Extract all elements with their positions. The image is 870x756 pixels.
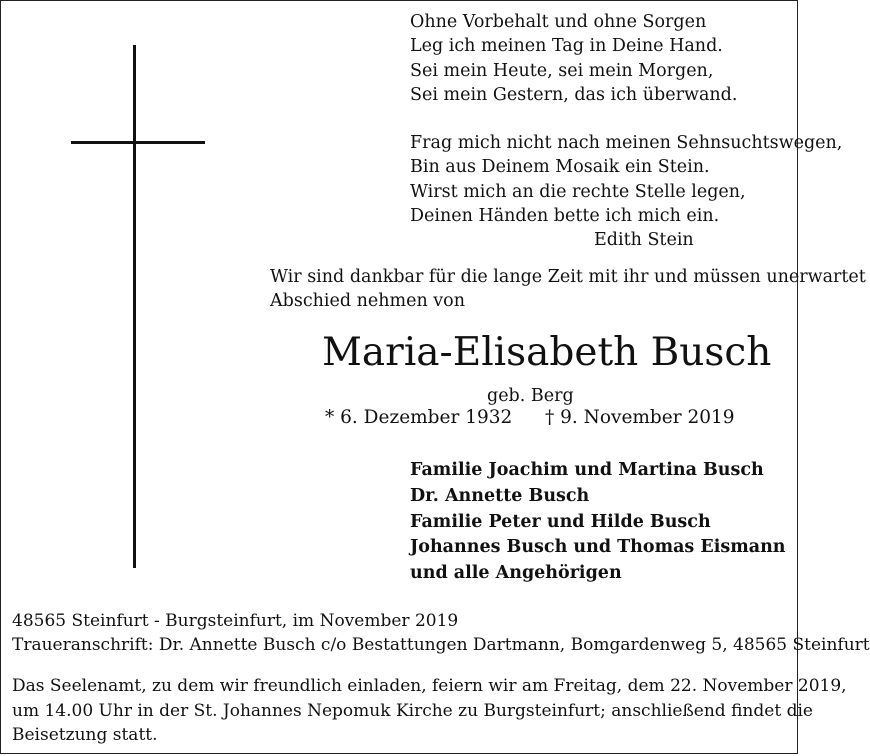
notice-line: Beisetzung statt.: [12, 725, 158, 745]
mourner-entry: und alle Angehörigen: [410, 563, 622, 584]
mourner-entry: Familie Peter und Hilde Busch: [410, 511, 711, 532]
poem-stanza-2: [410, 131, 843, 229]
notice-line: Das Seelenamt, zu dem wir freundlich einladen, feiern wir am Freitag, dem 22. November 2019,: [12, 676, 847, 696]
poem-stanza-1: [410, 10, 790, 108]
maiden-name: geb. Berg: [487, 386, 574, 406]
poem-author: Edith Stein: [594, 230, 694, 250]
mourners-list: [410, 458, 786, 587]
mourner-entry: Dr. Annette Busch: [410, 485, 590, 506]
poem-line: Sei mein Heute, sei mein Morgen,: [410, 60, 714, 81]
poem-line: Ohne Vorbehalt und ohne Sorgen: [410, 12, 707, 32]
deceased-name: Maria-Elisabeth Busch: [322, 330, 772, 375]
mourner-entry: Johannes Busch und Thomas Eismann: [410, 537, 786, 558]
notice-line: um 14.00 Uhr in der St. Johannes Nepomuk Kirche zu Burgsteinfurt; anschließend findet die: [12, 700, 813, 721]
poem-line: Deinen Händen bette ich mich ein.: [410, 206, 720, 227]
cross-horizontal-bar: [71, 141, 205, 144]
poem-line: Bin aus Deinem Mosaik ein Stein.: [410, 157, 710, 178]
intro-line: Wir sind dankbar für die lange Zeit mit ihr und müssen unerwartet: [270, 267, 866, 287]
death-date: † 9. November 2019: [545, 407, 735, 428]
poem-line: Frag mich nicht nach meinen Sehnsuchtswegen,: [410, 133, 843, 153]
poem-line: Sei mein Gestern, das ich überwand.: [410, 85, 738, 106]
intro-text: [270, 265, 866, 314]
mourner-entry: Familie Joachim und Martina Busch: [410, 460, 764, 480]
cross-vertical-bar: [133, 45, 136, 568]
birth-date: * 6. Dezember 1932: [325, 407, 513, 428]
mourning-address: Traueranschrift: Dr. Annette Busch c/o Bestattungen Dartmann, Bomgardenweg 5, 48565 Steinfurt: [12, 635, 870, 655]
intro-line: Abschied nehmen von: [270, 291, 465, 312]
poem-line: Wirst mich an die rechte Stelle legen,: [410, 181, 746, 202]
service-notice: [12, 674, 847, 748]
place-date: 48565 Steinfurt - Burgsteinfurt, im November 2019: [12, 611, 459, 631]
poem-line: Leg ich meinen Tag in Deine Hand.: [410, 36, 723, 57]
